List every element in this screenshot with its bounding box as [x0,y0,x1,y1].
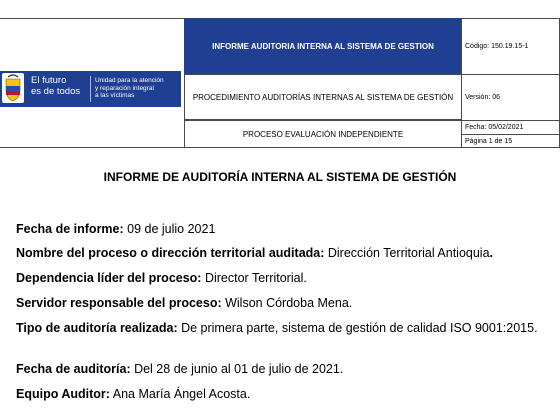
field-value: Director Territorial. [201,271,307,285]
logo-brand-text: El futuro es de todos [31,75,81,97]
logo-cell [0,18,184,148]
field-value: De primera parte, sistema de gestión de calidad ISO 9001:2015. [177,321,538,335]
field-label: Dependencia líder del proceso: [16,271,202,285]
field-audited-process [16,244,543,262]
header-procedure: PROCEDIMIENTO AUDITORÍAS INTERNAS AL SISTEMA DE GESTIÓN [184,74,462,120]
header-version: Versión: 06 [461,74,560,121]
coat-of-arms-icon [2,73,24,103]
field-label: Fecha de auditoría: [16,362,131,376]
field-lead-dependency [16,269,543,287]
header-page-number: Página 1 de 15 [461,134,560,148]
logo-divider [90,76,91,102]
field-audit-date [16,360,543,378]
field-audit-team [16,385,543,403]
field-suffix: . [489,246,494,260]
field-responsible-official [16,294,543,312]
field-value: Dirección Territorial Antioquia [324,246,490,260]
logo-entity-text: Unidad para la atención y reparación integral a las víctimas [95,77,164,99]
institutional-logo [0,71,181,107]
header-process: PROCESO EVALUACIÓN INDEPENDIENTE [184,120,462,148]
field-label: Nombre del proceso o dirección territorial auditada: [16,246,325,260]
field-value: 09 de julio 2021 [123,222,216,236]
field-value: Ana María Ángel Acosta. [109,387,251,401]
field-label: Equipo Auditor: [16,387,110,401]
field-value: Del 28 de junio al 01 de julio de 2021. [130,362,344,376]
field-value: Wilson Córdoba Mena. [221,296,353,310]
field-audit-type [16,319,543,337]
field-report-date [16,220,543,238]
field-label: Servidor responsable del proceso: [16,296,222,310]
field-label: Tipo de auditoría realizada: [16,321,178,335]
field-label: Fecha de informe: [16,222,124,236]
document-title: INFORME DE AUDITORÍA INTERNA AL SISTEMA DE GESTIÓN [103,170,457,184]
header-code: Código: 150.19.15-1 [461,18,560,75]
header-report-title: INFORME AUDITORIA INTERNA AL SISTEMA DE GESTION [184,18,462,74]
document-header [0,18,560,148]
header-date: Fecha: 05/02/2021 [461,120,560,135]
